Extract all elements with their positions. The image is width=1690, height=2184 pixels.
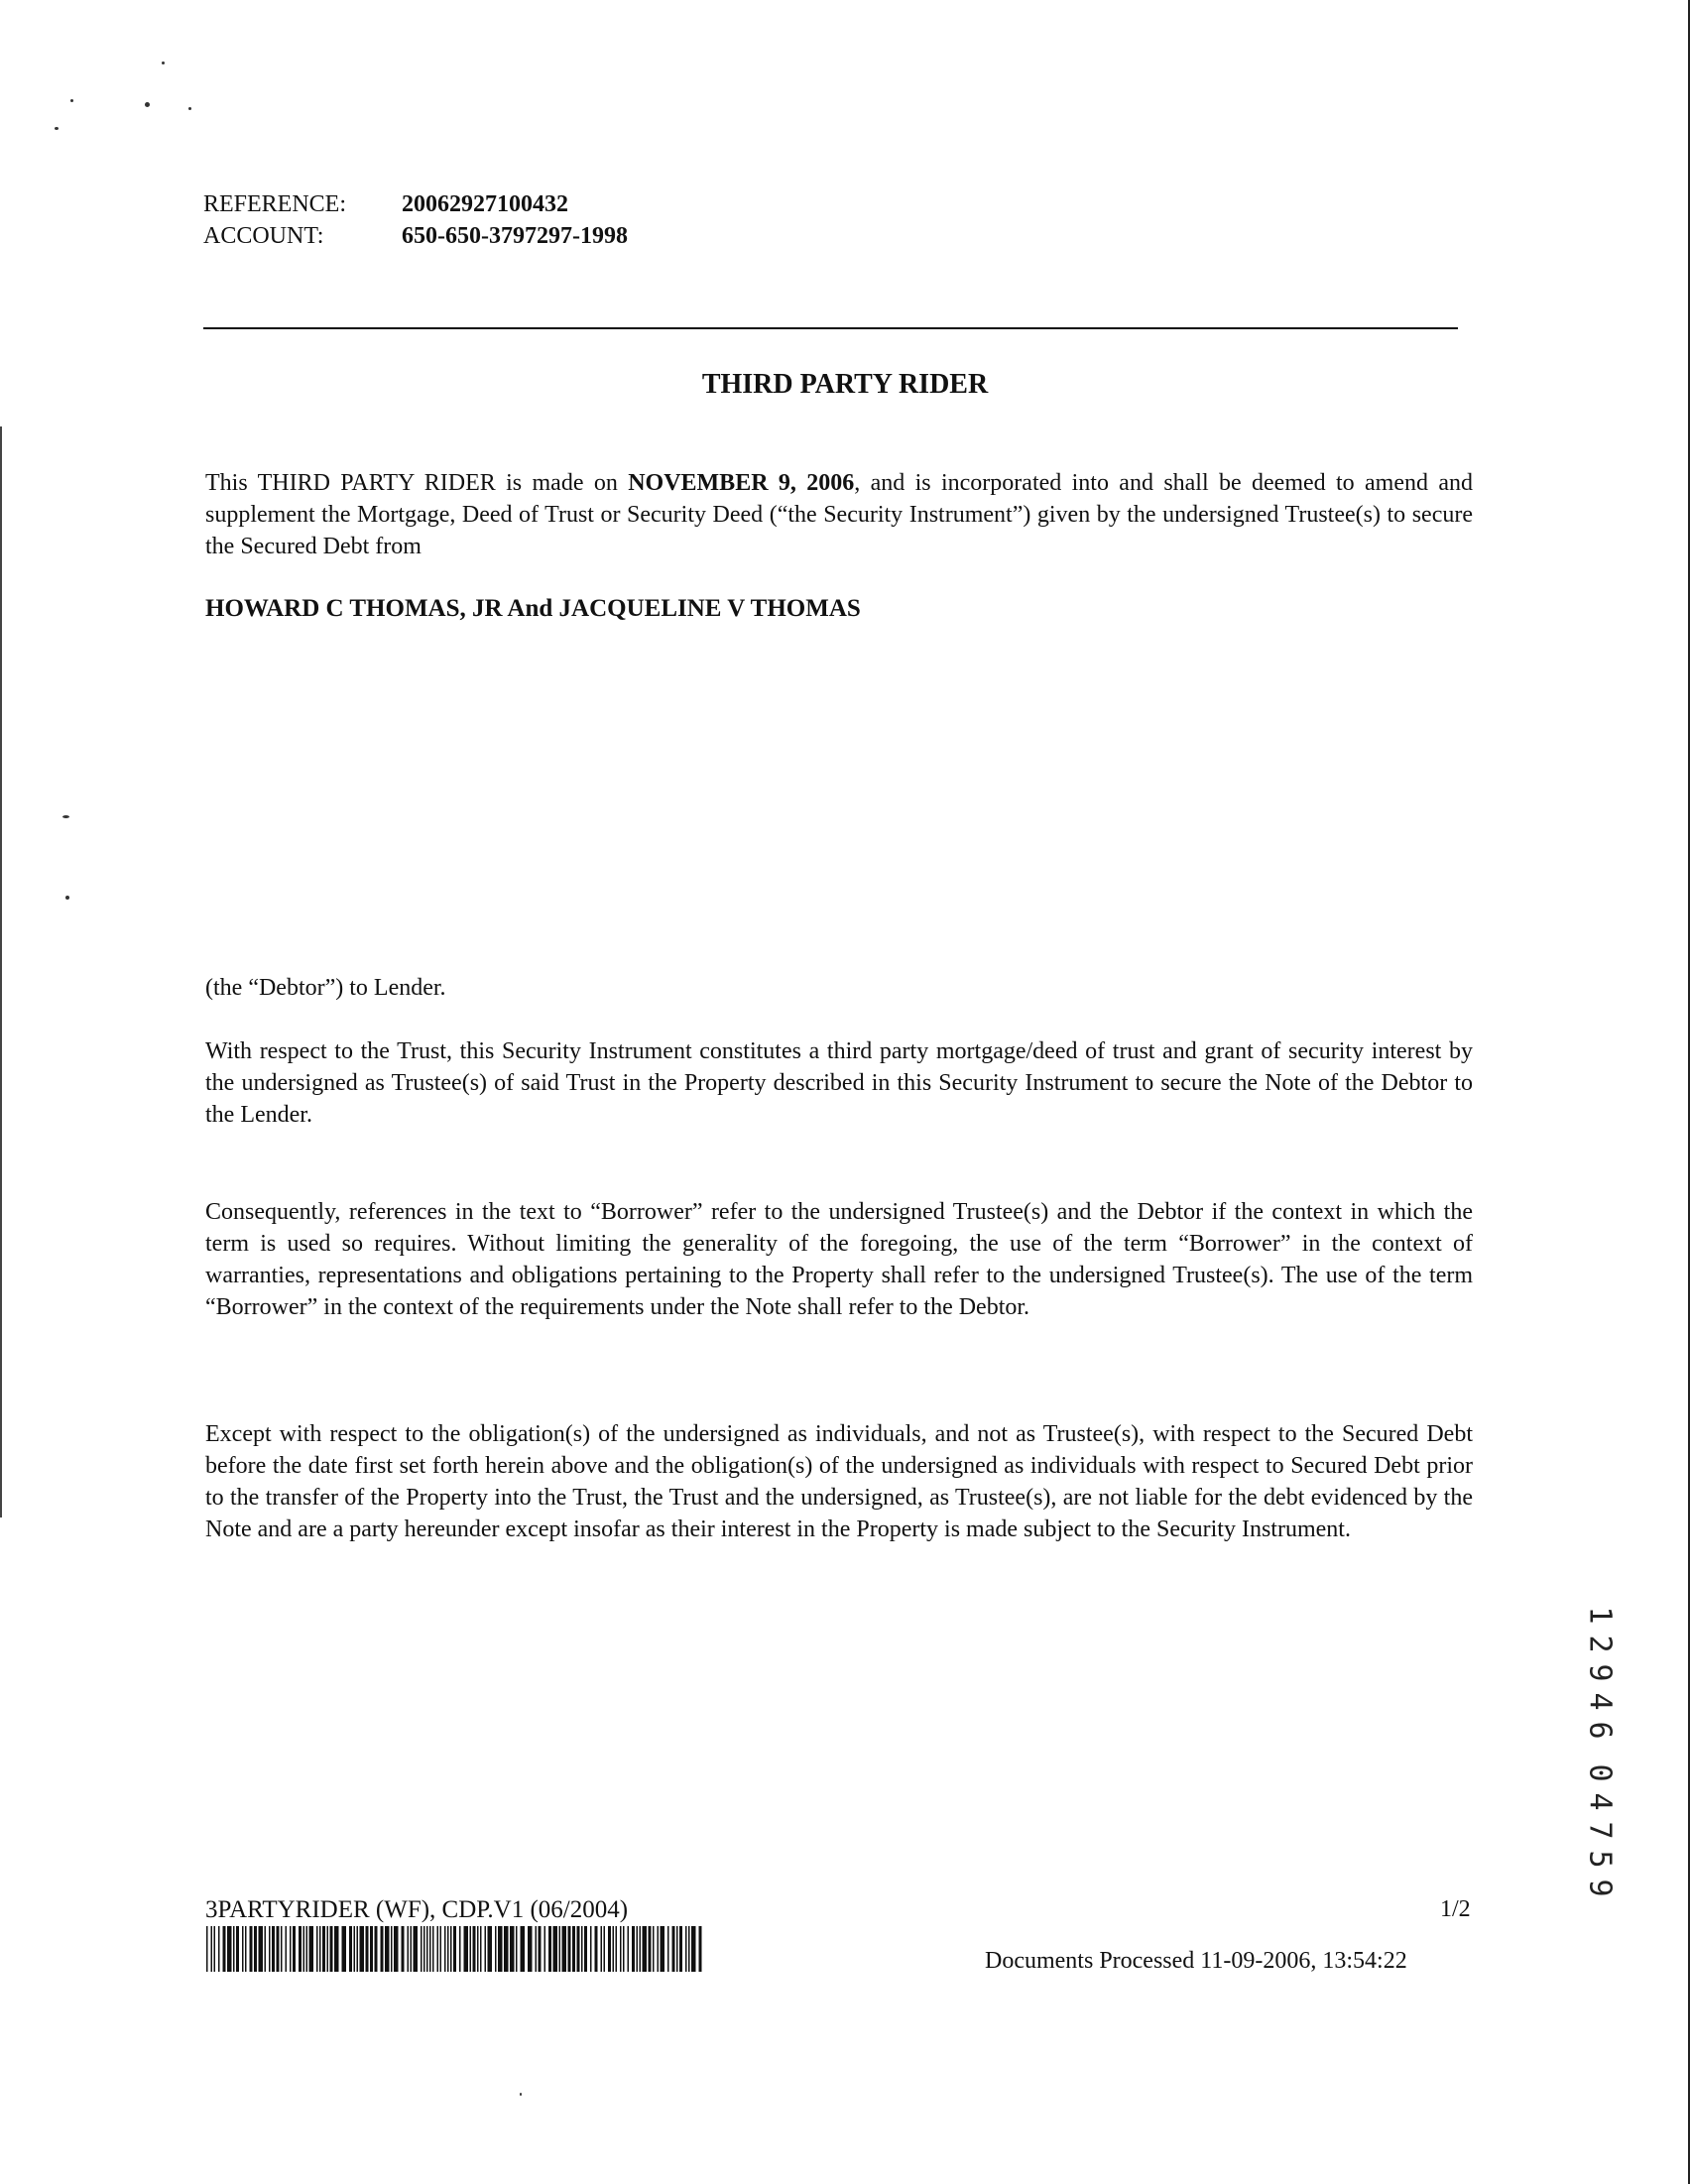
document-title: THIRD PARTY RIDER: [701, 369, 989, 400]
barcode-bar: [381, 1926, 384, 1972]
barcode-bar: [676, 1926, 678, 1972]
barcode-bar: [568, 1926, 571, 1972]
barcode-bar: [342, 1926, 347, 1972]
account-row: [203, 220, 628, 252]
barcode-bar: [495, 1926, 497, 1972]
barcode-bar: [440, 1926, 442, 1972]
barcode-bar: [447, 1926, 449, 1972]
barcode-bar: [426, 1926, 428, 1972]
form-code: 3PARTYRIDER (WF), CDP.V1 (06/2004): [205, 1896, 629, 1923]
barcode-bar: [211, 1926, 213, 1972]
barcode-bar: [330, 1926, 333, 1972]
barcode: [206, 1926, 702, 1972]
stamp-digit: 6: [1582, 1721, 1618, 1740]
scan-speck: [520, 2093, 522, 2096]
barcode-bar: [421, 1926, 422, 1972]
barcode-bar: [236, 1926, 239, 1972]
barcode-bar: [293, 1926, 296, 1972]
barcode-bar: [319, 1926, 321, 1972]
stamp-digit: 9: [1582, 1879, 1618, 1897]
intro-text-end: , and is incorporated into and shall be deemed to amend and supplement the Mortgage, Deed of Trust or Security Deed (“the Security Instrument”) given by the undersigned Trustee(s) to secure the Secured Debt from: [205, 470, 1474, 559]
barcode-bar: [272, 1926, 275, 1972]
barcode-bar: [672, 1926, 675, 1972]
barcode-bar: [414, 1926, 419, 1972]
barcode-bar: [504, 1926, 509, 1972]
barcode-bar: [254, 1926, 257, 1972]
scan-speck: [188, 107, 191, 110]
barcode-bar: [548, 1926, 551, 1972]
intro-text-start: This THIRD PARTY RIDER is made on: [205, 470, 629, 496]
scan-speck: [55, 127, 59, 130]
account-value: 650-650-3797297-1998: [402, 223, 628, 249]
barcode-bar: [553, 1926, 558, 1972]
reference-row: [203, 188, 628, 220]
barcode-bar: [559, 1926, 561, 1972]
barcode-bar: [206, 1926, 208, 1972]
stamp-digit: 5: [1582, 1850, 1618, 1869]
barcode-bar: [608, 1926, 611, 1972]
barcode-bar: [281, 1926, 283, 1972]
stamp-digit: 0: [1582, 1763, 1618, 1782]
barcode-bar: [357, 1926, 359, 1972]
barcode-bar: [233, 1926, 235, 1972]
stamp-digit: 1: [1582, 1606, 1618, 1625]
barcode-bar: [242, 1926, 244, 1972]
scan-speck: [145, 102, 150, 107]
scan-speck: [62, 815, 69, 818]
barcode-bar: [394, 1926, 399, 1972]
trust-paragraph: With respect to the Trust, this Security Instrument constitutes a third party mortgage/deed of trust and grant of security interest by the undersigned as Trustee(s) of said Trust in the Property described in this Security Instrument to secure the Note of the Debtor to the Lender.: [205, 1038, 1473, 1128]
barcode-bar: [309, 1926, 314, 1972]
barcode-bar: [259, 1926, 264, 1972]
barcode-bar: [391, 1926, 393, 1972]
except-paragraph: Except with respect to the obligation(s) of the undersigned as individuals, and not as Trustee(s), with respect to the Secured Debt before the date first set forth herein above and the obligation(s) of the undersigned as individuals with respect to Secured Debt prior to the transfer of the Property into the Trust, the Trust and the undersigned, as Trustee(s), are not liable for the debt evidenced by the Note and are a party hereunder except insofar as their interest in the Property is made subject to the Security Instrument.: [205, 1421, 1473, 1542]
barcode-bar: [688, 1926, 690, 1972]
reference-block: [203, 188, 628, 252]
barcode-bar: [250, 1926, 253, 1972]
barcode-bar: [620, 1926, 622, 1972]
barcode-bar: [354, 1926, 356, 1972]
barcode-bar: [423, 1926, 425, 1972]
barcode-bar: [385, 1926, 390, 1972]
barcode-bar: [485, 1926, 487, 1972]
barcode-bar: [327, 1926, 329, 1972]
barcode-bar: [613, 1926, 615, 1972]
debtor-line: (the “Debtor”) to Lender.: [205, 975, 446, 1001]
barcode-bar: [658, 1926, 660, 1972]
barcode-bar: [375, 1926, 378, 1972]
barcode-bar: [218, 1926, 220, 1972]
barcode-bar: [411, 1926, 413, 1972]
page-number: 1/2: [1440, 1896, 1471, 1922]
barcode-bar: [685, 1926, 687, 1972]
barcode-bar: [643, 1926, 648, 1972]
barcode-bar: [510, 1926, 515, 1972]
scan-speck: [65, 896, 69, 900]
barcode-bar: [408, 1926, 410, 1972]
reference-value: 20062927100432: [402, 191, 568, 217]
barcode-bar: [349, 1926, 352, 1972]
barcode-bar: [316, 1926, 318, 1972]
barcode-bar: [473, 1926, 476, 1972]
barcode-bar: [572, 1926, 575, 1972]
barcode-bar: [498, 1926, 503, 1972]
scan-edge-left: [0, 426, 2, 1517]
rider-date: NOVEMBER 9, 2006: [628, 470, 855, 496]
barcode-bar: [590, 1926, 592, 1972]
barcode-bar: [679, 1926, 682, 1972]
barcode-bar: [370, 1926, 373, 1972]
barcode-bar: [604, 1926, 606, 1972]
barcode-bar: [432, 1926, 434, 1972]
barcode-bar: [223, 1926, 226, 1972]
barcode-bar: [334, 1926, 339, 1972]
barcode-bar: [562, 1926, 567, 1972]
intro-paragraph: [205, 467, 1473, 562]
barcode-bar: [595, 1926, 598, 1972]
barcode-bar: [269, 1926, 271, 1972]
barcode-bar: [637, 1926, 639, 1972]
barcode-bar: [521, 1926, 526, 1972]
processed-timestamp: Documents Processed 11-09-2006, 13:54:22: [985, 1948, 1407, 1974]
barcode-bar: [286, 1926, 288, 1972]
account-label: ACCOUNT:: [203, 223, 324, 249]
barcode-bar: [277, 1926, 280, 1972]
debtor-names: HOWARD C THOMAS, JR And JACQUELINE V THOMAS: [205, 595, 861, 622]
barcode-bar: [429, 1926, 431, 1972]
stamp-digit: 4: [1582, 1792, 1618, 1811]
barcode-bar: [402, 1926, 405, 1972]
barcode-bar: [303, 1926, 305, 1972]
barcode-bar: [516, 1926, 518, 1972]
barcode-bar: [649, 1926, 652, 1972]
barcode-bar: [360, 1926, 365, 1972]
barcode-bar: [616, 1926, 618, 1972]
barcode-bar: [544, 1926, 546, 1972]
barcode-bar: [366, 1926, 369, 1972]
stamp-digit: 9: [1582, 1663, 1618, 1682]
barcode-bar: [661, 1926, 665, 1972]
barcode-bar: [444, 1926, 446, 1972]
barcode-bar: [577, 1926, 580, 1972]
barcode-bar: [536, 1926, 538, 1972]
barcode-bar: [437, 1926, 439, 1972]
side-stamp-number: [1570, 1601, 1630, 1902]
barcode-bar: [480, 1926, 482, 1972]
barcode-bar: [470, 1926, 472, 1972]
barcode-bar: [581, 1926, 583, 1972]
stamp-digit: 4: [1582, 1692, 1618, 1711]
barcode-bar: [265, 1926, 267, 1972]
header-divider: [203, 327, 1458, 329]
barcode-bar: [623, 1926, 625, 1972]
barcode-bar: [299, 1926, 302, 1972]
barcode-bar: [227, 1926, 232, 1972]
barcode-bar: [477, 1926, 479, 1972]
barcode-bar: [640, 1926, 642, 1972]
barcode-bar: [306, 1926, 308, 1972]
reference-label: REFERENCE:: [203, 191, 347, 217]
barcode-bar: [464, 1926, 469, 1972]
barcode-bar: [584, 1926, 587, 1972]
stamp-digit: 7: [1582, 1821, 1618, 1840]
scan-speck: [162, 61, 165, 64]
barcode-bar: [214, 1926, 216, 1972]
stamp-digit: 2: [1582, 1635, 1618, 1653]
scan-speck: [70, 99, 73, 102]
barcode-bar: [539, 1926, 542, 1972]
barcode-bar: [667, 1926, 669, 1972]
consequently-paragraph: Consequently, references in the text to “Borrower” refer to the undersigned Trustee(s) and the Debtor if the context in which the term is used so requires. Without limiting the generality of the foregoing, the use of the term “Borrower” in the context of warranties, representations and obligations pertaining to the Property shall refer to the undersigned Trustee(s). The use of the term “Borrower” in the context of the requirements under the Note shall refer to the Debtor.: [205, 1199, 1473, 1320]
barcode-bar: [691, 1926, 696, 1972]
barcode-bar: [290, 1926, 292, 1972]
barcode-bar: [628, 1926, 630, 1972]
barcode-bar: [245, 1926, 247, 1972]
barcode-bar: [322, 1926, 325, 1972]
barcode-bar: [488, 1926, 493, 1972]
barcode-bar: [632, 1926, 635, 1972]
barcode-bar: [653, 1926, 655, 1972]
barcode-bar: [528, 1926, 533, 1972]
barcode-bar: [601, 1926, 603, 1972]
barcode-bar: [699, 1926, 702, 1972]
barcode-bar: [450, 1926, 452, 1972]
barcode-bar: [459, 1926, 461, 1972]
barcode-bar: [453, 1926, 456, 1972]
